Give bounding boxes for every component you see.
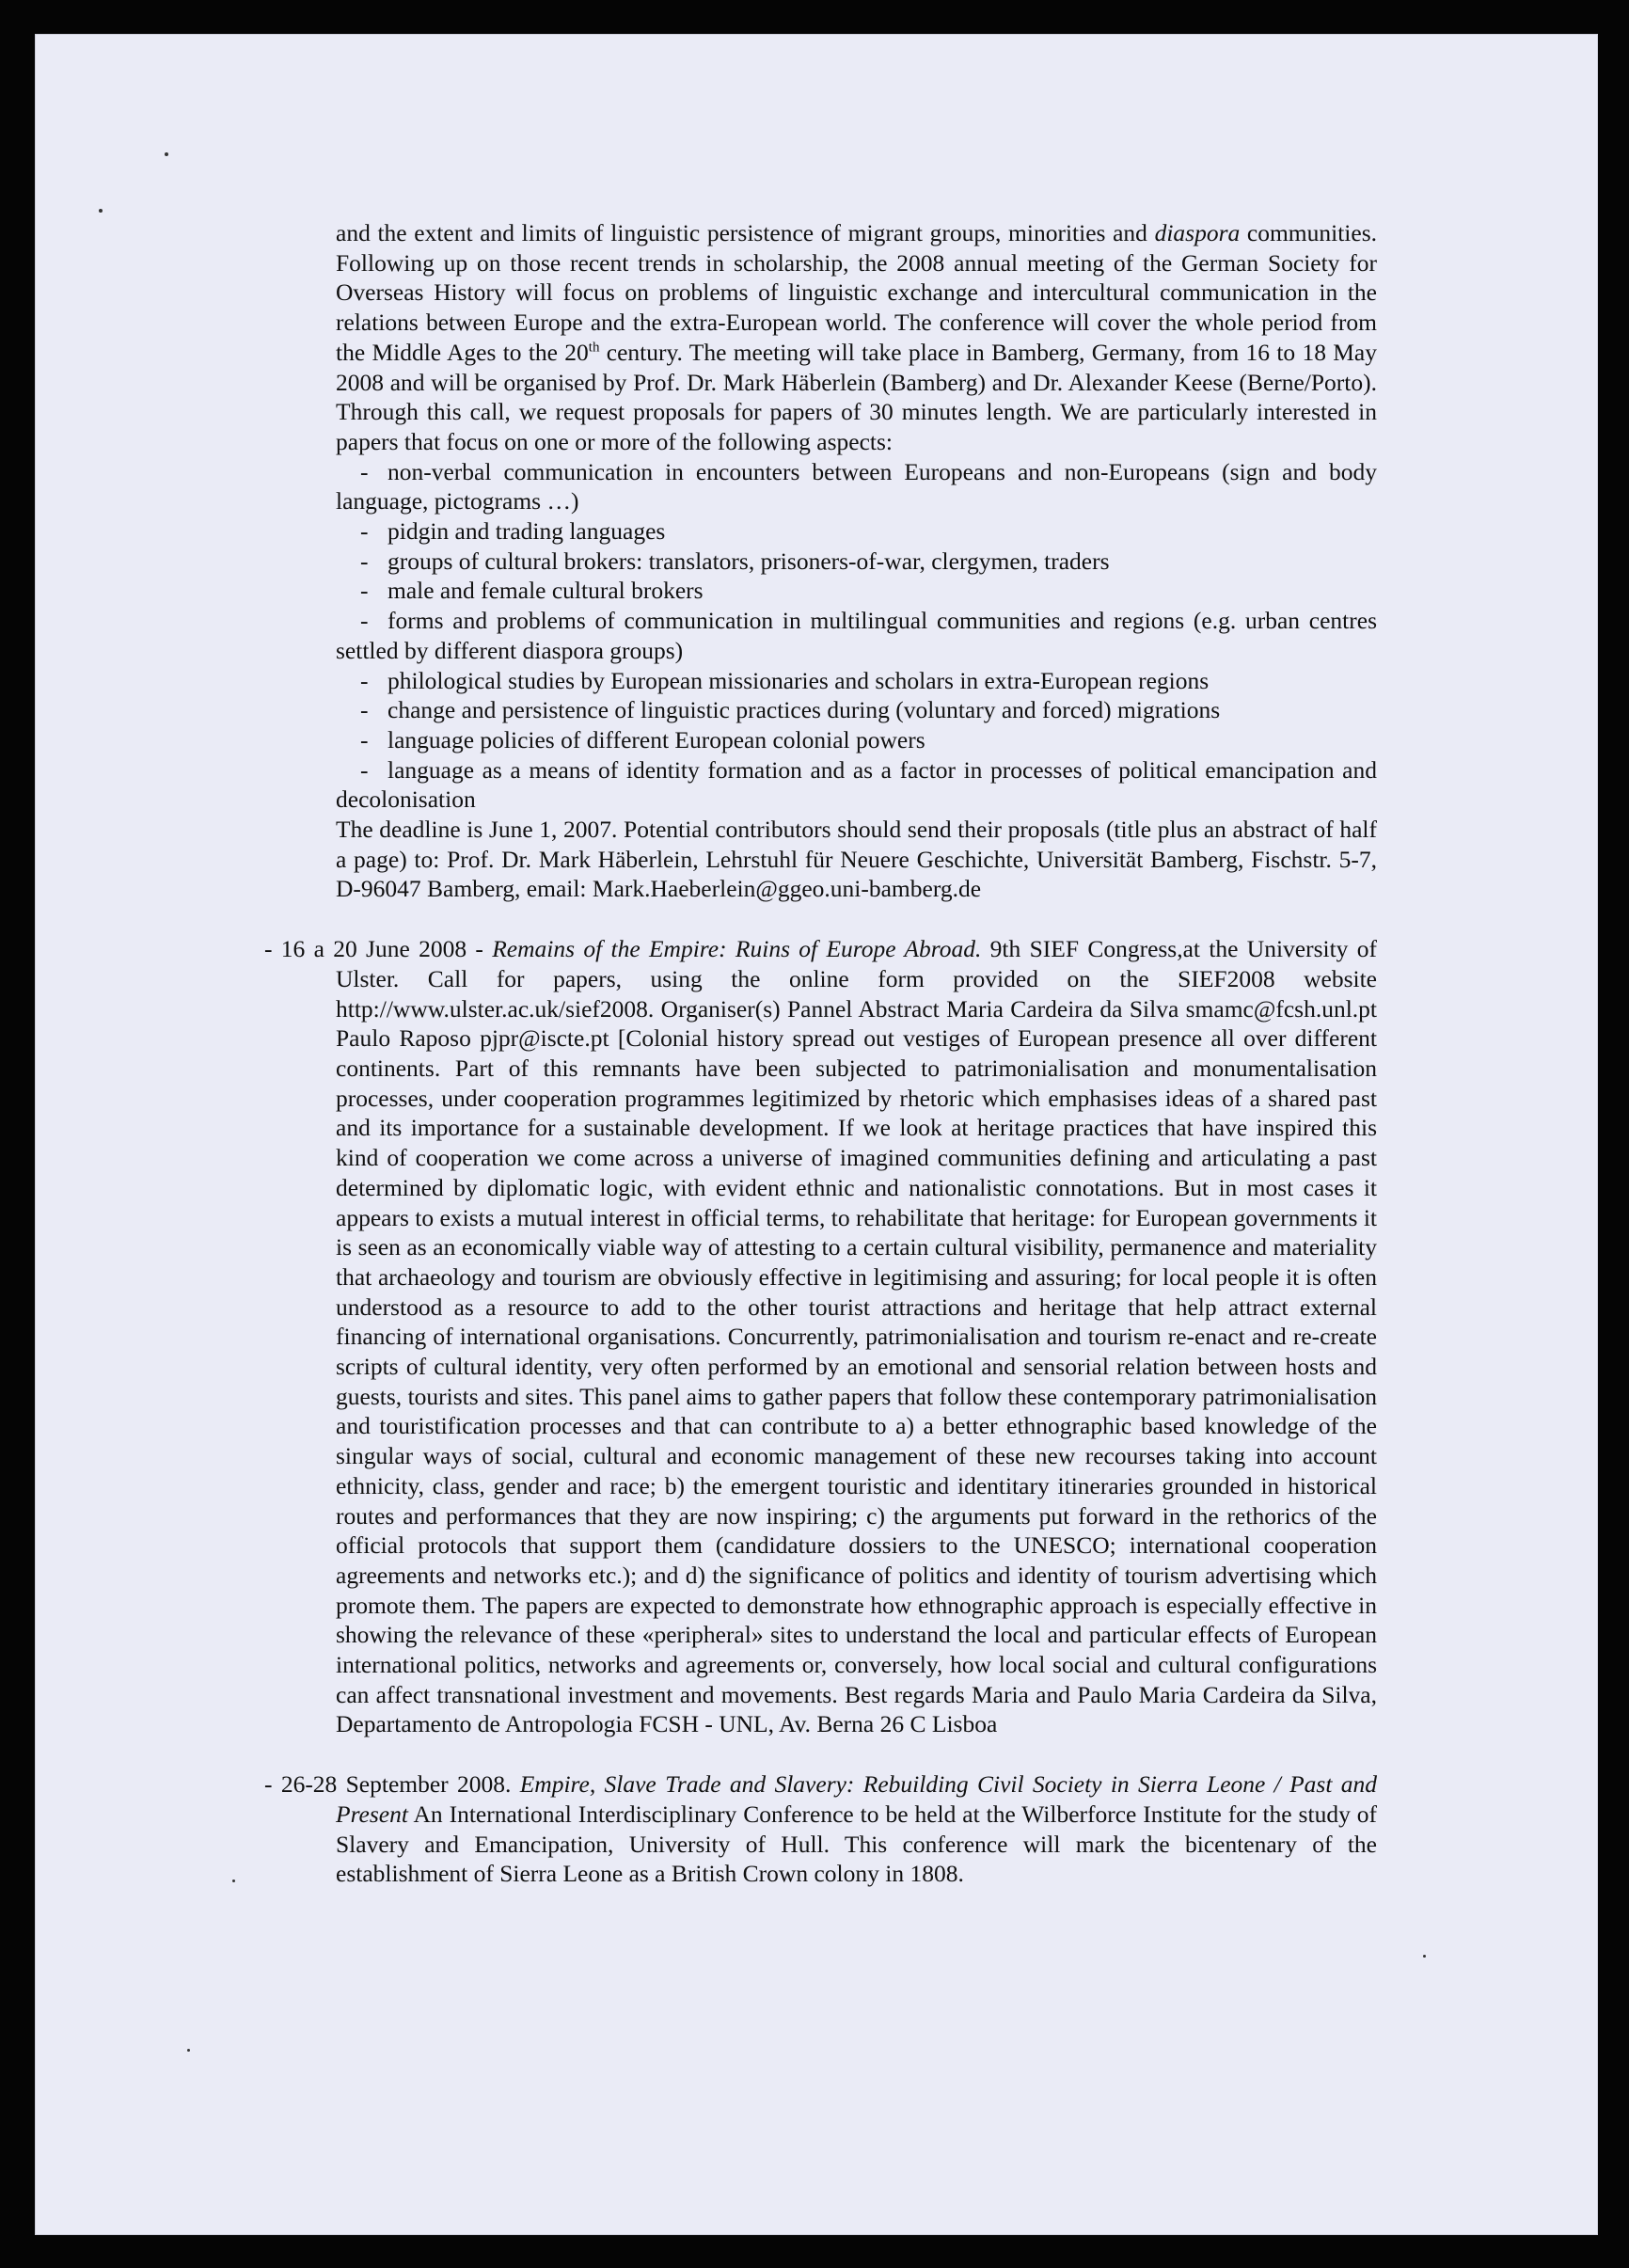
entry-paragraph [264,934,1377,1739]
intro-paragraph [336,218,1377,457]
list-item: - philological studies by European missionaries and scholars in extra-European regions [360,666,1210,694]
list-item-text: male and female cultural brokers [387,577,704,605]
entry-date: - 26-28 September 2008. [264,1770,520,1799]
deadline-paragraph: The deadline is June 1, 2007. Potential contributors should send their proposals (title plus an abstract of half a page) to: Prof. Dr. Mark Häberlein, Lehrstuhl für Neuere Geschichte, Universität Bamberg, Fischstr. 5-7, D-96047 Bamberg, email: Mark.Haeberlein@ggeo.uni-bamberg.de [336,816,1377,903]
list-item: - pidgin and trading languages [360,517,666,546]
entry-date: - 16 a 20 June 2008 - [264,935,493,963]
list-item: - forms and problems of communication in multilingual communities and regions (e.g. urban centres settled by different diaspora groups) [336,607,1377,664]
list-item: - language as a means of identity formation and as a factor in processes of political emancipation and decolonisation [336,755,1377,814]
intro-text: and the extent and limits of linguistic persistence of migrant groups, minorities and [336,219,1155,246]
scan-speck [99,209,103,213]
list-item: - change and persistence of linguistic practices during (voluntary and forced) migrations [360,696,1221,724]
document-body [264,218,1378,1889]
entry-title: Remains of the Empire: Ruins of Europe Abroad. [492,935,982,963]
event-entry-hull [264,1769,1377,1889]
superscript: th [588,340,600,356]
list-item-text: change and persistence of linguistic practices during (voluntary and forced) migrations [387,696,1221,724]
list-item: - male and female cultural brokers [360,577,704,605]
scan-speck [1423,1955,1426,1958]
event-entry-sief [264,934,1377,1739]
list-item-text: non-verbal communication in encounters between Europeans and non-Europeans (sign and body language, pictograms …) [336,457,1377,515]
entry-paragraph [264,1769,1377,1889]
intro-text: century. The meeting will take place in Bamberg, Germany, from 16 to 18 May 2008 and will be organised by Prof. Dr. Mark Häberlein (Bamberg) and Dr. Alexander Keese (Berne/Porto). Through this call, we request proposals for papers of 30 minutes length. We are particularly interested in papers that focus on one or more of the following aspects: [336,338,1377,455]
aspects-list [336,457,1377,815]
list-item: - language policies of different European colonial powers [360,725,925,753]
list-item-text: language as a means of identity formation and as a factor in processes of political emancipation and decolonisation [336,755,1377,814]
entry-body: An International Interdisciplinary Conference to be held at the Wilberforce Institute for the study of Slavery and Emancipation, University of Hull. This conference will mark the bicentenary of the establishment of Sierra Leone as a British Crown colony in 1808. [336,1800,1377,1888]
list-item-text: groups of cultural brokers: translators, prisoners-of-war, clergymen, traders [387,547,1110,575]
list-item: - groups of cultural brokers: translators, prisoners-of-war, clergymen, traders [360,547,1110,575]
intro-text: communities. Following up on those recent trends in scholarship, the 2008 annual meeting of the German Society for Overseas History will focus on problems of linguistic exchange and intercultural communication in the relations between Europe and the extra-European world. The conference will cover the whole period from the Middle Ages to the 20 [336,219,1378,366]
list-item-text: philological studies by European missionaries and scholars in extra-European regions [387,666,1210,694]
list-item-text: language policies of different European colonial powers [387,725,925,753]
scan-speck [187,2049,190,2052]
scan-speck [232,1879,235,1882]
intro-italic: diaspora [1154,219,1241,246]
list-item-text: forms and problems of communication in multilingual communities and regions (e.g. urban centres settled by different diaspora groups) [336,607,1377,664]
entry-title: Empire, Slave Trade and Slavery: Rebuilding Civil Society in Sierra Leone / Past and Present [336,1770,1377,1828]
list-item: - non-verbal communication in encounters between Europeans and non-Europeans (sign and body language, pictograms …) [336,457,1377,515]
scan-speck [165,152,168,156]
list-item-text: pidgin and trading languages [387,517,666,546]
entry-body: 9th SIEF Congress,at the University of Ulster. Call for papers, using the online form provided on the SIEF2008 website http://www.ulster.ac.uk/sief2008. Organiser(s) Pannel Abstract Maria Cardeira da Silva smamc@fcsh.unl.pt Paulo Raposo pjpr@iscte.pt [Colonial history spread out vestiges of European presence all over different continents. Part of this remnants have been subjected to patrimonialisation and monumentalisation processes, under cooperation programmes legitimized by rhetoric which emphasises ideas of a shared past and its importance for a sustainable development. If we look at heritage practices that have inspired this kind of cooperation we come across a universe of imagined communities defining and articulating a past determined by diplomatic logic, with evident ethnic and nationalistic connotations. But in most cases it appears to exists a mutual interest in official terms, to rehabilitate that heritage: for European governments it is seen as an economically viable way of attesting to a certain cultural visibility, permanence and materiality that archaeology and tourism are obviously effective in legitimising and assuring; for local people it is often understood as a resource to add to the other tourist attractions and heritage that help attract external financing of international organisations. Concurrently, patrimonialisation and tourism re-enact and re-create scripts of cultural identity, very often performed by an emotional and sensorial relation between hosts and guests, tourists and sites. This panel aims to gather papers that follow these contemporary patrimonialisation and touristification processes and that can contribute to a) a better ethnographic based knowledge of the singular ways of social, cultural and economic management of these new recourses taking into account ethnicity, class, gender and race; b) the emergent touristic and identitary itineraries grounded in historical routes and performances that they are now inspiring; c) the arguments put forward in the rethorics of the official protocols that support them (candidature dossiers to the UNESCO; international cooperation agreements and networks etc.); and d) the significance of politics and identity of tourism advertising which promote them. The papers are expected to demonstrate how ethnographic approach is especially effective in showing the relevance of these «peripheral» sites to understand the local and particular effects of European international politics, networks and agreements or, conversely, how local social and cultural configurations can affect transnational investment and movements. Best regards Maria and Paulo Maria Cardeira da Silva, Departamento de Antropologia FCSH - UNL, Av. Berna 26 C Lisboa [336,935,1377,1738]
